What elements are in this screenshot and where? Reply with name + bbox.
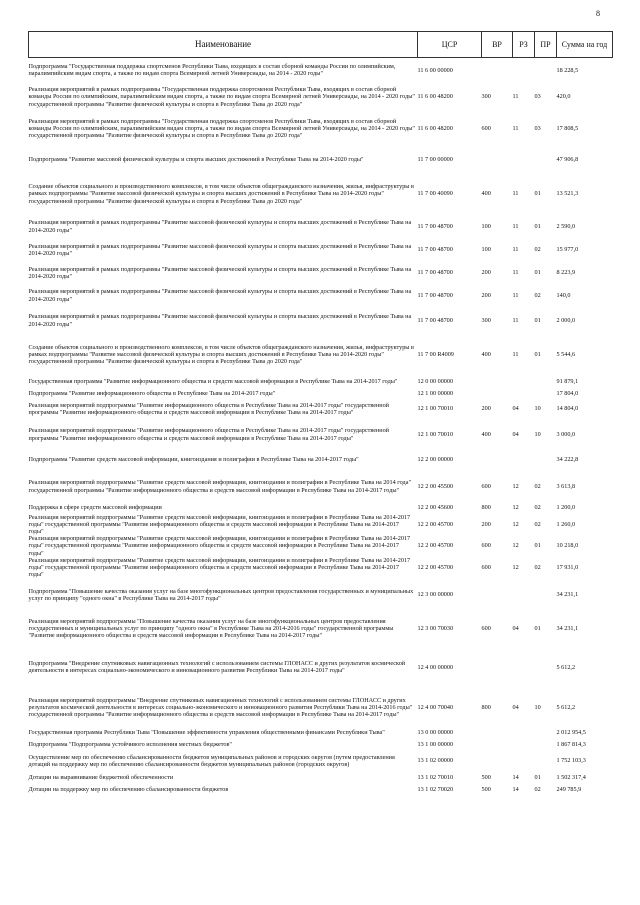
row-name: Реализация мероприятий подпрограммы "Развитие средств массовой информации, книгоиздания и полиграфии в Республике Тыва на 2014-2017 годы" государственной программы "Развитие информационного общества и средств массовой информации в Республике Тыва на 2014-2017 годы"	[28, 513, 411, 535]
row-sum: 2 590,0	[556, 222, 576, 230]
row-csr: 13 1 02 70010	[417, 774, 454, 782]
row-vr: 200	[481, 405, 491, 413]
row-sum: 1 502 317,4	[556, 774, 586, 782]
row-name: Реализация мероприятий в рамках подпрограммы "Развитие массовой физической культуры и спорта высших достижений в Республике Тыва на 2014-2020 годы"	[28, 219, 412, 234]
row-vr: 400	[481, 190, 491, 198]
row-pr	[535, 58, 557, 83]
row-rz	[513, 375, 535, 389]
table-header-row	[29, 32, 613, 58]
row-vr: 600	[481, 563, 491, 571]
row-sum: 34 231,1	[556, 591, 579, 599]
row-vr: 600	[481, 124, 491, 132]
table-row	[29, 239, 613, 262]
row-pr	[535, 389, 557, 399]
row-csr: 13 1 00 00000	[417, 740, 454, 748]
row-rz: 11	[512, 124, 519, 132]
row-vr: 300	[481, 93, 491, 101]
row-pr: 02	[534, 482, 541, 490]
table-row	[29, 557, 613, 579]
row-name: Создание объектов социального и производственного комплексов, в том числе объектов общегражданского назначения, жилья, инфраструктуры в рамках подпрограммы "Развитие массовой физической культуры и спорта высших достижений в Республике Тыва на 2014-2020 годы" государственной программы "Развитие физической культуры и спорта в Республике Тыва до 2020 года"	[28, 183, 414, 205]
row-vr	[482, 146, 513, 174]
row-name: Поддержка в сфере средств массовой информации	[28, 504, 162, 512]
row-vr	[482, 389, 513, 399]
row-csr: 12 1 00 70010	[417, 405, 454, 413]
row-rz	[513, 750, 535, 771]
header-csr: ЦСР	[418, 32, 482, 58]
row-sum: 8 223,9	[556, 269, 576, 277]
table-row	[29, 771, 613, 784]
row-vr: 600	[481, 482, 491, 490]
row-pr: 02	[534, 291, 541, 299]
row-name: Реализация мероприятий в рамках подпрограммы "Государственная поддержка спортсменов Республики Тыва, входящих в состав сборной команды России по олимпийским, паралимпийским видам спорта, а также по видам спорта Всемирной летней Универсиады, на 2014 - 2020 годы" государственной программы "Развитие физической культуры и спорта в Республике Тыва до 2020 года"	[28, 86, 415, 108]
row-sum: 14 804,0	[556, 405, 579, 413]
row-csr: 12 3 00 00000	[417, 591, 454, 599]
table-row	[29, 471, 613, 503]
table-row	[29, 174, 613, 215]
row-name: Реализация мероприятий подпрограммы "Развитие средств массовой информации, книгоиздания и полиграфии в Республике Тыва на 2014-2017 годы" государственной программы "Развитие информационного общества и средств массовой информации в Республике Тыва на 2014-2017 годы"	[28, 535, 411, 557]
row-csr: 11 7 00 48700	[417, 291, 453, 299]
row-sum: 5 612,2	[556, 663, 576, 671]
row-rz: 11	[512, 190, 519, 198]
row-csr: 13 1 02 00000	[417, 757, 454, 765]
row-rz: 14	[512, 774, 519, 782]
row-pr: 02	[534, 563, 541, 571]
row-sum: 5 544,6	[556, 350, 576, 358]
table-row	[29, 112, 613, 146]
row-csr: 12 4 00 70040	[417, 703, 454, 711]
row-sum: 15 977,0	[556, 246, 579, 254]
row-rz: 12	[512, 520, 519, 528]
row-sum: 34 222,8	[556, 456, 579, 464]
row-vr: 400	[481, 350, 491, 358]
row-rz	[513, 58, 535, 83]
row-pr	[535, 578, 557, 611]
row-vr: 200	[481, 269, 491, 277]
table-row	[29, 738, 613, 750]
row-pr: 03	[534, 93, 541, 101]
row-vr: 600	[481, 542, 491, 550]
table-row	[29, 784, 613, 794]
row-rz: 04	[512, 405, 519, 413]
row-sum: 3 613,8	[556, 482, 576, 490]
row-name: Подпрограмма "Государственная поддержка спортсменов Республики Тыва, входящих в состав сборной команды России по олимпийским, паралимпийским видам спорта, а также по видам спорта Всемирной летней Универсиады, на 2014 - 2020 годы"	[28, 63, 396, 78]
table-row	[29, 450, 613, 471]
row-csr: 12 1 00 70010	[417, 430, 454, 438]
table-row	[29, 399, 613, 420]
row-rz: 04	[512, 625, 519, 633]
row-vr: 800	[481, 504, 491, 512]
row-rz	[513, 726, 535, 738]
table-row	[29, 750, 613, 771]
row-pr: 01	[534, 316, 541, 324]
row-rz: 04	[512, 430, 519, 438]
row-pr	[535, 375, 557, 389]
row-pr: 02	[534, 785, 541, 793]
row-rz: 11	[512, 269, 519, 277]
row-rz	[513, 389, 535, 399]
row-csr: 11 7 00 00000	[417, 155, 453, 163]
row-sum: 140,0	[556, 291, 571, 299]
table-row	[29, 307, 613, 335]
row-pr: 01	[534, 350, 541, 358]
row-vr: 300	[481, 316, 491, 324]
row-rz	[513, 578, 535, 611]
row-pr: 02	[534, 504, 541, 512]
row-sum: 3 000,0	[556, 430, 576, 438]
row-name: Реализация мероприятий в рамках подпрограммы "Развитие массовой физической культуры и спорта высших достижений в Республике Тыва на 2014-2020 годы"	[28, 288, 412, 303]
row-rz: 11	[512, 291, 519, 299]
row-sum: 17 808,5	[556, 124, 579, 132]
row-csr: 11 7 00 48700	[417, 222, 453, 230]
row-name: Подпрограмма "Развитие средств массовой информации, книгоиздания и полиграфии в Республике Тыва на 2014-2017 годы"	[28, 456, 359, 464]
row-csr: 12 2 00 45700	[417, 520, 454, 528]
row-vr	[482, 750, 513, 771]
row-rz: 12	[512, 504, 519, 512]
row-csr: 11 7 00 R4009	[417, 350, 454, 358]
row-vr	[482, 646, 513, 688]
row-csr: 12 1 00 00000	[417, 389, 454, 397]
row-sum: 17 931,0	[556, 563, 579, 571]
row-sum: 249 785,9	[556, 785, 582, 793]
row-name: Осуществление мер по обеспечению сбалансированности бюджетов муниципальных районов и городских округов (путем предоставления дотаций на поддержку мер по обеспечению сбалансированности бюджетов муниципальных районов (городских округов)	[28, 753, 395, 768]
row-vr: 800	[481, 703, 491, 711]
row-csr: 12 2 00 45500	[417, 482, 454, 490]
row-rz: 11	[512, 316, 519, 324]
row-pr: 01	[534, 190, 541, 198]
row-pr: 01	[534, 269, 541, 277]
table-row	[29, 688, 613, 726]
table-row	[29, 262, 613, 285]
row-vr: 100	[481, 246, 491, 254]
row-name: Государственная программа "Развитие информационного общества и средств массовой информации в Республике Тыва на 2014-2017 годы"	[28, 377, 398, 385]
row-rz	[513, 146, 535, 174]
row-pr: 02	[534, 520, 541, 528]
table-body	[29, 58, 613, 795]
row-pr: 01	[534, 625, 541, 633]
row-vr: 200	[481, 520, 491, 528]
row-csr: 12 3 00 70030	[417, 625, 454, 633]
row-vr	[482, 450, 513, 471]
row-csr: 11 7 00 48700	[417, 246, 453, 254]
row-name: Реализация мероприятий подпрограммы "Развитие средств массовой информации, книгоиздания и полиграфии в Республике Тыва на 2014-2017 годы" государственной программы "Развитие информационного общества и средств массовой информации в Республике Тыва на 2014-2017 годы"	[28, 556, 411, 579]
row-name: Подпрограмма "Повышение качества оказания услуг на базе многофункциональных центров предоставления государственных и муниципальных услуг по принципу "одного окна" в Республике Тыва на 2014-2017 годы"	[28, 587, 414, 602]
row-csr: 11 6 00 48200	[417, 124, 453, 132]
row-vr: 600	[481, 625, 491, 633]
row-csr: 12 2 00 45600	[417, 504, 454, 512]
row-sum: 2 000,0	[556, 316, 576, 324]
row-sum: 5 612,2	[556, 703, 576, 711]
table-row	[29, 146, 613, 174]
row-sum: 10 218,0	[556, 542, 579, 550]
row-pr: 02	[534, 246, 541, 254]
row-name: Подпрограмма "Подпрограмма устойчивого исполнения местных бюджетов"	[28, 740, 232, 748]
table-row	[29, 389, 613, 399]
table-row	[29, 514, 613, 536]
row-sum: 18 228,5	[556, 66, 579, 74]
row-sum: 2 012 954,5	[556, 728, 586, 736]
row-csr: 13 0 00 00000	[417, 728, 454, 736]
table-row	[29, 335, 613, 375]
row-name: Дотации на поддержку мер по обеспечению сбалансированности бюджетов	[28, 785, 229, 793]
row-rz	[513, 450, 535, 471]
row-rz: 14	[512, 785, 519, 793]
row-sum: 17 804,0	[556, 389, 579, 397]
row-vr: 500	[481, 785, 491, 793]
table-row	[29, 726, 613, 738]
row-pr	[535, 450, 557, 471]
table-row	[29, 646, 613, 688]
row-sum: 47 906,8	[556, 155, 579, 163]
row-rz: 11	[512, 350, 519, 358]
row-pr: 10	[534, 405, 541, 413]
row-pr	[535, 146, 557, 174]
row-name: Дотации на выравнивание бюджетной обеспеченности	[28, 774, 174, 782]
table-row	[29, 420, 613, 450]
row-rz	[513, 646, 535, 688]
row-vr: 400	[481, 430, 491, 438]
row-csr: 11 6 00 48200	[417, 93, 453, 101]
row-csr: 12 4 00 00000	[417, 663, 454, 671]
header-name: Наименование	[29, 32, 418, 58]
row-vr	[482, 578, 513, 611]
row-vr	[482, 738, 513, 750]
row-csr: 11 6 00 00000	[417, 66, 453, 74]
header-sum: Сумма на год	[557, 32, 613, 58]
row-rz	[513, 738, 535, 750]
row-sum: 1 867 814,3	[556, 740, 586, 748]
row-name: Создание объектов социального и производственного комплексов, в том числе объектов общегражданского назначения, жилья, инфраструктуры в рамках подпрограммы "Развитие массовой физической культуры и спорта высших достижений в Республике Тыва на 2014-2020 годы" государственной программы "Развитие физической культуры и спорта в Республике Тыва до 2020 года"	[28, 343, 414, 366]
header-rz: РЗ	[513, 32, 535, 58]
row-pr	[535, 738, 557, 750]
row-vr	[482, 58, 513, 83]
row-rz: 11	[512, 246, 519, 254]
budget-table	[28, 31, 613, 794]
row-pr: 03	[534, 124, 541, 132]
row-name: Реализация мероприятий в рамках подпрограммы "Развитие массовой физической культуры и спорта высших достижений в Республике Тыва на 2014-2020 годы"	[28, 265, 412, 280]
header-vr: ВР	[482, 32, 513, 58]
table-row	[29, 375, 613, 389]
row-name: Реализация мероприятий в рамках подпрограммы "Развитие массовой физической культуры и спорта высших достижений в Республике Тыва на 2014-2020 годы"	[28, 313, 412, 328]
row-rz: 11	[512, 93, 519, 101]
row-pr: 10	[534, 703, 541, 711]
row-sum: 1 200,0	[556, 504, 576, 512]
row-name: Реализация мероприятий в рамках подпрограммы "Государственная поддержка спортсменов Республики Тыва, входящих в состав сборной команды России по олимпийским, паралимпийским видам спорта, а также по видам спорта Всемирной летней Универсиады, на 2014 - 2020 годы" государственной программы "Развитие физической культуры и спорта в Республике Тыва до 2020 года"	[28, 117, 415, 140]
row-vr: 200	[481, 291, 491, 299]
row-csr: 13 1 02 70020	[417, 785, 454, 793]
row-rz: 04	[512, 703, 519, 711]
row-vr: 100	[481, 222, 491, 230]
table-row	[29, 285, 613, 307]
row-name: Реализация мероприятий подпрограммы "Развитие информационного общества в Республике Тыва на 2014-2017 годы" государственной программы "Развитие информационного общества и средств массовой информации в Республике Тыва на 2014-2017 годы"	[28, 401, 389, 416]
row-pr	[535, 726, 557, 738]
row-csr: 12 2 00 45700	[417, 563, 454, 571]
row-sum: 13 521,3	[556, 190, 579, 198]
row-rz: 12	[512, 542, 519, 550]
row-name: Государственная программа Республики Тыва "Повышение эффективности управления общественными финансами Республики Тыва"	[28, 728, 385, 736]
row-csr: 12 0 00 00000	[417, 377, 454, 385]
row-sum: 34 231,1	[556, 625, 579, 633]
row-name: Реализация мероприятий подпрограммы "Развитие средств массовой информации, книгоиздания и полиграфии в Республике Тыва на 2014 года" государственной программы "Развитие информационного общества и средств массовой информации в Республике Тыва на 2014-2017 годы"	[28, 479, 411, 494]
row-sum: 1 752 103,3	[556, 757, 586, 765]
table-row	[29, 83, 613, 112]
row-name: Реализация мероприятий подпрограммы "Внедрение спутниковых навигационных технологий с использованием системы ГЛОНАСС и других результатов космической деятельности в интересах социально-экономического и инновационного развития Республики Тыва на 2014-2016 годы" государственной программы "Развитие информационного общества и средств массовой информации в Республике Тыва на 2014-2017 годы"	[28, 696, 413, 718]
row-name: Реализация мероприятий в рамках подпрограммы "Развитие массовой физической культуры и спорта высших достижений в Республике Тыва на 2014-2020 годы"	[28, 242, 412, 257]
row-pr: 10	[534, 430, 541, 438]
table-row	[29, 215, 613, 239]
row-vr: 500	[481, 774, 491, 782]
row-rz: 11	[512, 222, 519, 230]
row-csr: 12 2 00 00000	[417, 456, 454, 464]
table-row	[29, 58, 613, 83]
row-name: Подпрограмма "Развитие массовой физической культуры и спорта высших достижений в Республике Тыва на 2014-2020 годы"	[28, 155, 364, 163]
row-pr: 01	[534, 542, 541, 550]
row-pr: 01	[534, 774, 541, 782]
row-pr	[535, 646, 557, 688]
row-name: Подпрограмма "Внедрение спутниковых навигационных технологий с использованием системы ГЛОНАСС и других результатов космической деятельности в интересах социально-экономического и инновационного развития Республики Тыва на 2014-2017 годы"	[28, 660, 406, 675]
row-csr: 11 7 00 48700	[417, 269, 453, 277]
table-row	[29, 578, 613, 611]
row-pr: 01	[534, 222, 541, 230]
row-name: Реализация мероприятий подпрограммы "Развитие информационного общества в Республике Тыва на 2014-2017 годы" государственной программы "Развитие информационного общества и средств массовой информации в Республике Тыва на 2014-2017 годы"	[28, 427, 389, 442]
row-csr: 12 2 00 45700	[417, 542, 454, 550]
table-row	[29, 611, 613, 646]
table-row	[29, 535, 613, 557]
row-csr: 11 7 00 48700	[417, 316, 453, 324]
row-rz: 12	[512, 482, 519, 490]
row-pr	[535, 750, 557, 771]
row-sum: 420,0	[556, 93, 571, 101]
row-rz: 12	[512, 563, 519, 571]
row-sum: 91 879,1	[556, 377, 579, 385]
row-vr	[482, 726, 513, 738]
page-number: 8	[596, 9, 600, 18]
row-vr	[482, 375, 513, 389]
header-pr: ПР	[535, 32, 557, 58]
row-csr: 11 7 00 40090	[417, 190, 453, 198]
row-name: Подпрограмма "Развитие информационного общества в Республике Тыва на 2014-2017 годы"	[28, 389, 276, 397]
row-name: Реализация мероприятий подпрограммы "Повышение качества оказания услуг на базе многофункциональных центров предоставления государственных и муниципальных услуг по принципу "одного окна" в Республике Тыва на 2014-2016 годы" государственной программы "Развитие информационного общества и средств массовой информации в Республике Тыва на 2014-2017 годы"	[28, 618, 394, 640]
row-sum: 1 260,0	[556, 520, 576, 528]
table-row	[29, 503, 613, 514]
